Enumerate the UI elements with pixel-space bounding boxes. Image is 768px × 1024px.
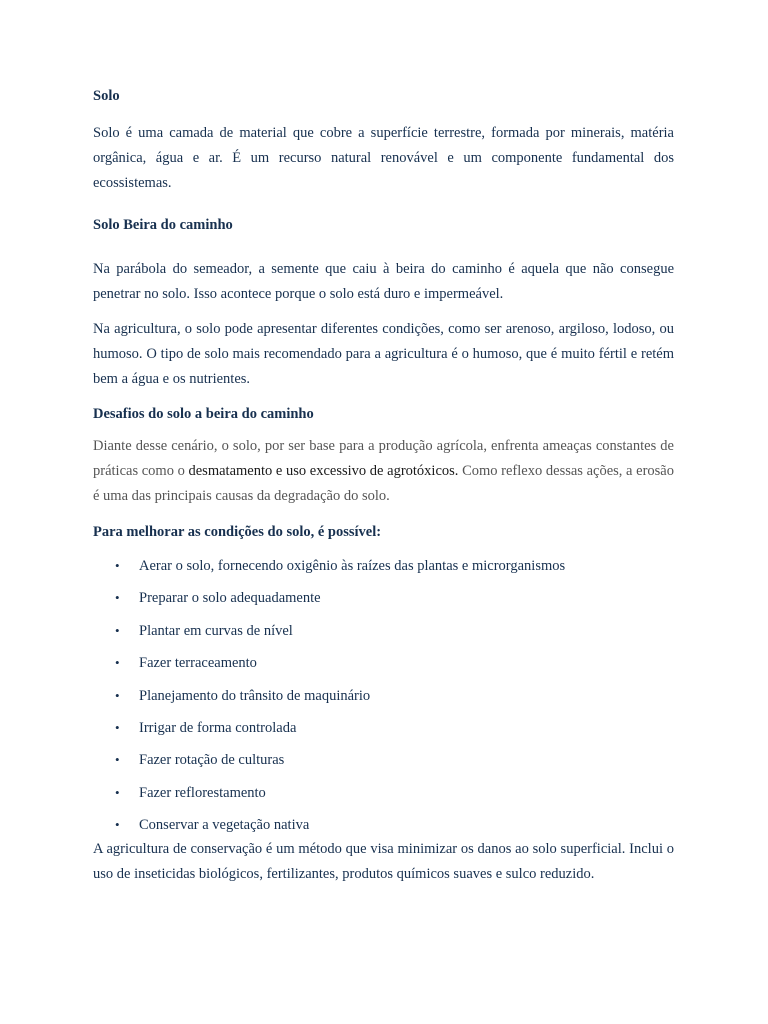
list-item — [93, 653, 674, 673]
bullet-icon: • — [115, 784, 120, 800]
list-item-text: Conservar a vegetação nativa — [139, 817, 310, 834]
list-item-text: Fazer rotação de culturas — [139, 752, 285, 769]
document-title: Solo — [93, 88, 120, 104]
section-heading-desafios: Desafios do solo a beira do caminho — [93, 406, 314, 422]
bullet-icon: • — [115, 655, 120, 671]
bullet-icon: • — [115, 687, 120, 703]
list-item — [93, 750, 674, 770]
bullet-icon: • — [115, 719, 120, 735]
list-item — [93, 556, 674, 576]
list-item-text: Planejamento do trânsito de maquinário — [139, 687, 371, 704]
list-item — [93, 686, 674, 706]
bullet-icon: • — [115, 558, 120, 573]
challenges-text-1: Diante desse cenário, o solo, por ser base para a produção agrícola, enfrenta ameaças constantes de práticas como o — [93, 438, 674, 479]
parable-paragraph: Na parábola do semeador, a semente que caiu à beira do caminho é aquela que não consegue penetrar no solo. Isso acontece porque o solo está duro e impermeável. — [93, 261, 674, 302]
document-page — [93, 86, 674, 887]
intro-paragraph: Solo é uma camada de material que cobre a superfície terrestre, formada por minerais, matéria orgânica, água e ar. É um recurso natural renovável e um componente fundamental dos ecossistemas. — [93, 125, 674, 191]
section-heading-beira: Solo Beira do caminho — [93, 217, 233, 233]
challenges-highlight: desmatamento e uso excessivo de agrotóxicos. — [188, 463, 459, 479]
list-item — [93, 783, 674, 803]
list-item-text: Aerar o solo, fornecendo oxigênio às raízes das plantas e microrganismos — [139, 558, 566, 574]
list-item-text: Preparar o solo adequadamente — [139, 590, 321, 607]
closing-paragraph: A agricultura de conservação é um método que visa minimizar os danos ao solo superficial. Inclui o uso de inseticidas biológicos, fertilizantes, produtos químicos suaves e sulco reduzido. — [93, 841, 674, 883]
bullet-icon: • — [115, 817, 120, 833]
list-item-text: Irrigar de forma controlada — [139, 719, 297, 736]
list-item — [93, 815, 674, 835]
list-item-text: Fazer terraceamento — [139, 655, 257, 672]
improvement-list — [93, 556, 674, 835]
section-heading-melhorar: Para melhorar as condições do solo, é possível: — [93, 524, 382, 540]
challenges-paragraph — [93, 434, 674, 509]
list-item — [93, 718, 674, 738]
agriculture-paragraph: Na agricultura, o solo pode apresentar diferentes condições, como ser arenoso, argiloso, lodoso, ou humoso. O tipo de solo mais recomendado para a agricultura é o humoso, que é muito fértil e retém bem a água e os nutrientes. — [93, 321, 674, 387]
list-item-text: Fazer reflorestamento — [139, 784, 266, 801]
list-item — [93, 621, 674, 641]
list-item-text: Plantar em curvas de nível — [139, 622, 293, 639]
bullet-icon: • — [115, 622, 120, 638]
bullet-icon: • — [115, 752, 120, 768]
bullet-icon: • — [115, 590, 120, 606]
challenges-text-2: Como reflexo dessas ações, a erosão é uma das principais causas da degradação do solo. — [93, 463, 674, 504]
list-item — [93, 588, 674, 608]
